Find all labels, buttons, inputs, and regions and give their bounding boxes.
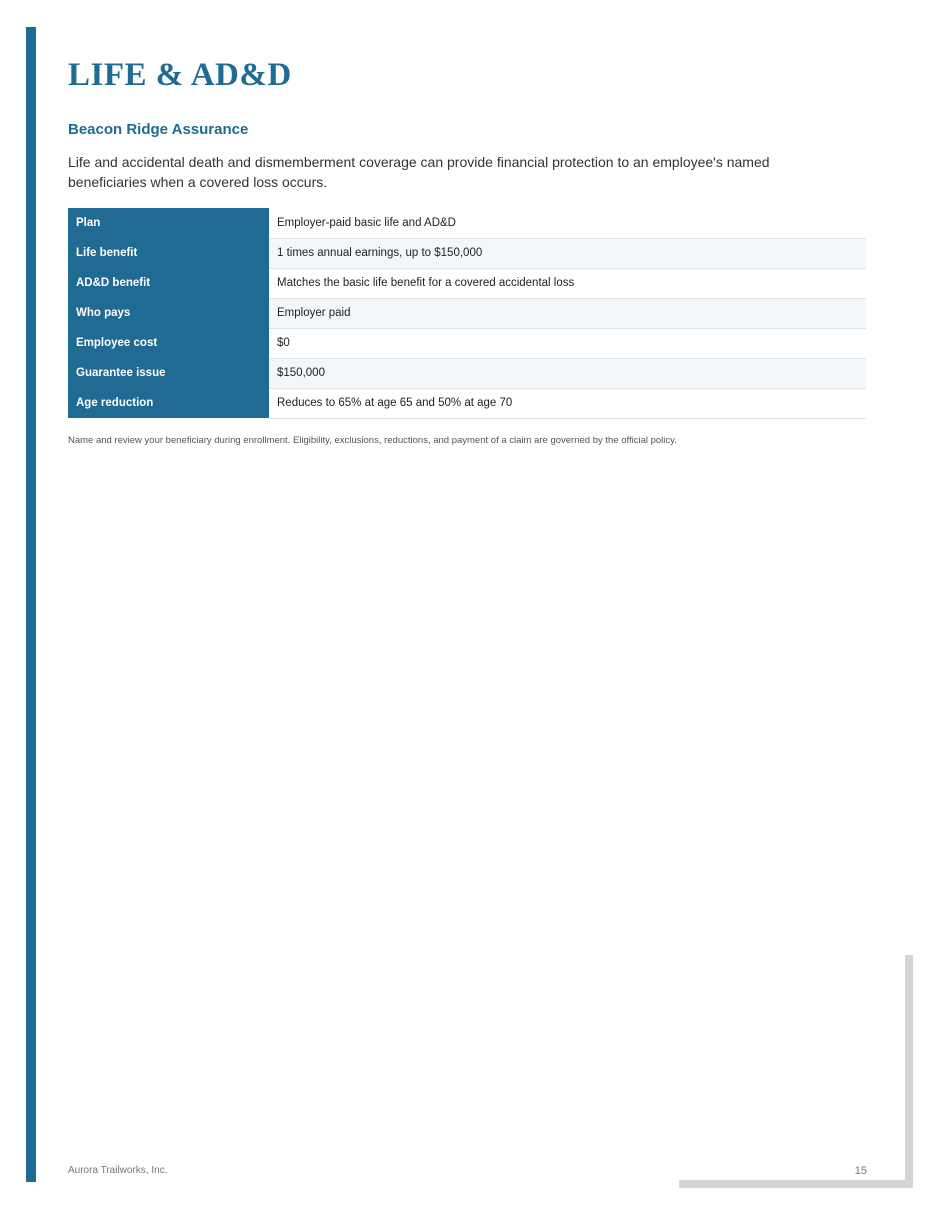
intro-paragraph: Life and accidental death and dismemberment coverage can provide financial protection to an employee's named beneficiaries when a covered loss occurs. — [68, 154, 770, 190]
row-label: Life benefit — [68, 238, 269, 268]
benefit-summary-table — [68, 208, 866, 419]
row-label: Who pays — [68, 298, 269, 328]
corner-decoration-vertical — [905, 955, 913, 1188]
row-label: AD&D benefit — [68, 268, 269, 298]
carrier-name: Beacon Ridge Assurance — [68, 121, 249, 138]
table-row — [68, 208, 866, 238]
row-value: 1 times annual earnings, up to $150,000 — [269, 238, 866, 268]
table-row — [68, 358, 866, 388]
row-value: Matches the basic life benefit for a covered accidental loss — [269, 268, 866, 298]
row-label: Employee cost — [68, 328, 269, 358]
table-row — [68, 388, 866, 418]
table-row — [68, 268, 866, 298]
table-row — [68, 298, 866, 328]
row-value: $150,000 — [269, 358, 866, 388]
row-value: Reduces to 65% at age 65 and 50% at age 70 — [269, 388, 866, 418]
policy-note: Name and review your beneficiary during enrollment. Eligibility, exclusions, reductions, and payment of a claim are governed by the official policy. — [68, 435, 677, 446]
row-label: Guarantee issue — [68, 358, 269, 388]
table-row — [68, 328, 866, 358]
page-title: LIFE & AD&D — [68, 57, 292, 93]
footer-company-name: Aurora Trailworks, Inc. — [68, 1165, 168, 1176]
row-label: Plan — [68, 208, 269, 238]
row-value: $0 — [269, 328, 866, 358]
page-number: 15 — [854, 1165, 867, 1177]
row-value: Employer-paid basic life and AD&D — [269, 208, 866, 238]
row-value: Employer paid — [269, 298, 866, 328]
row-label: Age reduction — [68, 388, 269, 418]
table-row — [68, 238, 866, 268]
corner-decoration-horizontal — [679, 1180, 913, 1188]
left-accent-bar — [26, 27, 36, 1182]
